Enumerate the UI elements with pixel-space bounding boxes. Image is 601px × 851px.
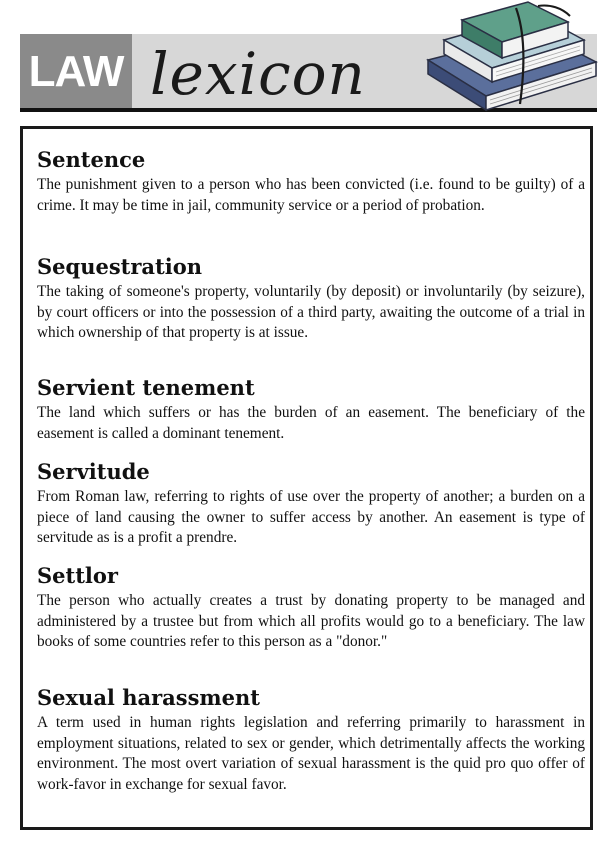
entry-term: Servitude [37, 459, 150, 484]
law-label: LAW [28, 47, 124, 96]
entries-panel [20, 126, 593, 830]
entry-term: Servient tenement [37, 375, 255, 400]
entry-definition: A term used in human rights legislation and referring primarily to harassment in employment situations, related to sex or gender, which detrimentally affects the working environment. The most overt variation of sexual harassment is the quid pro quo offer of work-favor in exchange for sexual favor. [37, 714, 585, 793]
entry-term: Sequestration [37, 254, 202, 279]
entry-definition: From Roman law, referring to rights of use over the property of another; a burden on a piece of land causing the owner to suffer access by another. An easement is type of servitude as is a profit a prendre. [37, 488, 585, 547]
entry-settlor [37, 563, 585, 653]
entry-sequestration [37, 254, 585, 344]
law-label-box [20, 34, 132, 110]
entry-servient-tenement [37, 375, 585, 444]
entry-sentence [37, 147, 585, 216]
entry-definition: The person who actually creates a trust by donating property to be managed and administered by a trustee but from which all profits would go to a beneficiary. The law books of some countries refer to this person as a "donor." [37, 592, 585, 651]
entry-servitude [37, 459, 585, 549]
entry-definition: The punishment given to a person who has been convicted (i.e. found to be guilty) of a crime. It may be time in jail, community service or a period of probation. [37, 176, 585, 214]
entry-term: Settlor [37, 563, 118, 588]
entry-term: Sentence [37, 147, 146, 172]
entry-definition: The land which suffers or has the burden of an easement. The beneficiary of the easement is called a dominant tenement. [37, 404, 585, 442]
book-stack-icon [420, 0, 601, 112]
entry-definition: The taking of someone's property, voluntarily (by deposit) or involuntarily (by seizure), by court officers or into the possession of a third party, awaiting the outcome of a trial in which ownership of that property is at issue. [37, 283, 585, 342]
entry-sexual-harassment [37, 685, 585, 795]
page-title: lexicon [150, 40, 366, 108]
entry-term: Sexual harassment [37, 685, 260, 710]
